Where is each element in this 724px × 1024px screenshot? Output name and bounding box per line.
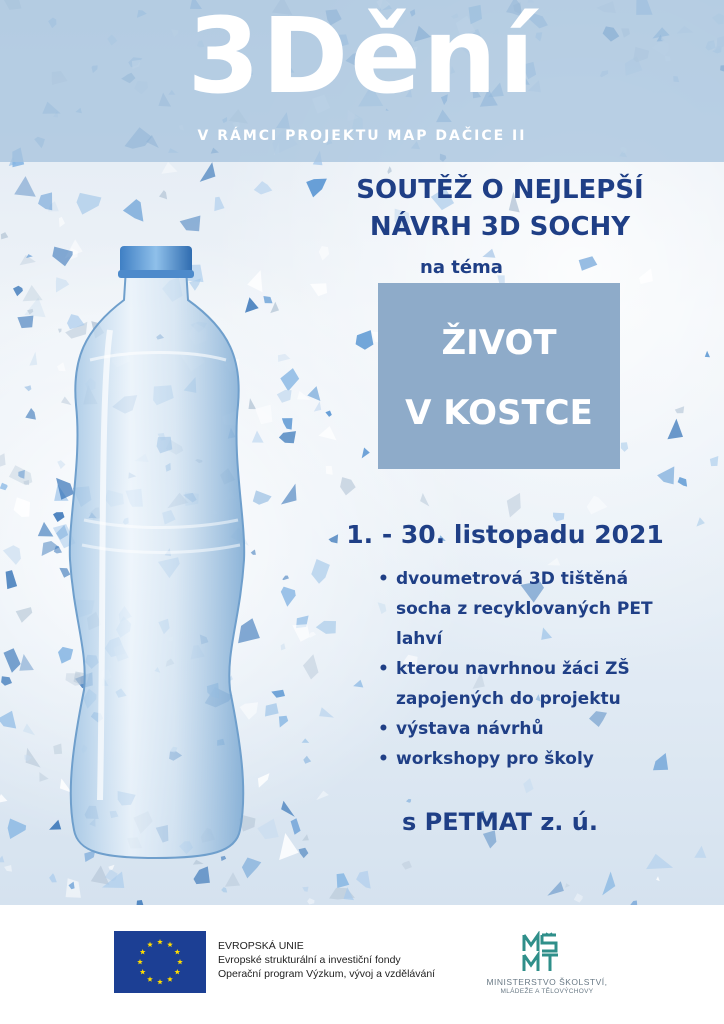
pet-flake (667, 419, 683, 440)
pet-flake (57, 362, 66, 371)
pet-flake (9, 465, 32, 485)
pet-flake (587, 496, 608, 515)
pet-flake (16, 607, 33, 623)
pet-flake (310, 632, 316, 638)
pet-flake (316, 621, 336, 634)
pet-flake (17, 316, 33, 329)
pet-flake (53, 512, 65, 522)
bullet-icon: • (378, 659, 389, 679)
pet-flake (281, 587, 296, 607)
msmt-label-line-1: MINISTERSTVO ŠKOLSTVÍ, (486, 977, 608, 987)
pet-flake (1, 232, 8, 239)
pet-flake (271, 690, 285, 698)
pet-flake (292, 624, 310, 642)
pet-flake (24, 385, 31, 391)
pet-flake (675, 406, 684, 413)
pet-flake (253, 490, 272, 504)
theme-title-line-2: V KOSTCE (405, 393, 593, 433)
pet-flake (282, 576, 289, 581)
pet-flake (270, 302, 279, 313)
pet-flake (265, 703, 279, 716)
list-item: • kterou navrhnou žáci ZŠ zapojených do projektu (378, 654, 708, 714)
pet-flake (251, 550, 256, 555)
theme-box (378, 283, 620, 469)
pet-flake (225, 872, 240, 887)
pet-flake (221, 856, 226, 861)
pet-flake (49, 820, 61, 830)
feature-list (378, 564, 708, 774)
pet-flake (240, 702, 259, 720)
pet-flake (678, 477, 688, 487)
pet-flake (38, 192, 52, 210)
pet-flake (277, 390, 292, 403)
msmt-text (482, 977, 612, 997)
pet-flake (0, 856, 4, 863)
pet-flake (6, 570, 18, 589)
pet-flake (340, 477, 356, 495)
pet-flake (406, 799, 411, 803)
pet-flake (326, 466, 333, 475)
pet-flake (8, 819, 27, 840)
pet-flake (39, 772, 48, 782)
pet-flake (3, 545, 21, 565)
pet-flake (58, 647, 73, 664)
pet-flake (279, 716, 288, 728)
contest-headline-line-2: NÁVRH 3D SOCHY (369, 212, 631, 242)
op-label: Operační program Výzkum, vývoj a vzdělávání (218, 968, 436, 980)
pet-flake (19, 654, 34, 671)
pet-flake (279, 833, 299, 860)
pet-flake (646, 854, 673, 869)
pet-flake (0, 453, 6, 467)
pet-flake (180, 216, 201, 232)
pet-flake (657, 466, 674, 484)
pet-flake (4, 648, 21, 673)
eu-funding-text (218, 939, 518, 981)
pet-flake (316, 791, 329, 801)
pet-flake (656, 876, 660, 881)
pet-flake (318, 426, 336, 440)
pet-flake (57, 460, 65, 469)
pet-flake (303, 654, 319, 679)
pet-flake (291, 818, 301, 835)
poster-subtitle: V RÁMCI PROJEKTU MAP DAČICE II (197, 128, 527, 144)
pet-flake (56, 277, 69, 292)
pet-flake (247, 270, 262, 292)
pet-flake (108, 865, 114, 871)
theme-title-line-1: ŽIVOT (441, 323, 557, 363)
pet-flake (38, 522, 54, 537)
pet-flake (25, 408, 36, 420)
msmt-logo-icon (520, 931, 564, 975)
pet-flake (353, 680, 363, 688)
bottle-image (70, 246, 244, 858)
pet-flake (123, 199, 143, 222)
pet-flake (280, 368, 299, 391)
pet-flake (319, 707, 334, 717)
pet-flake (310, 283, 327, 296)
pet-flake (254, 181, 272, 194)
pet-flake (302, 834, 309, 841)
pet-flake (161, 162, 177, 174)
pet-flake (29, 352, 37, 366)
pet-flake (356, 871, 371, 889)
list-item: • dvoumetrová 3D tištěná socha z recyklovaných PET lahví (378, 564, 708, 654)
list-item: • výstava návrhů (378, 714, 708, 744)
pet-flake (329, 534, 339, 543)
list-item: • workshopy pro školy (378, 744, 708, 774)
pet-flake (302, 887, 308, 892)
bullet-icon: • (378, 749, 389, 769)
pet-flake (696, 517, 705, 526)
pet-flake (710, 456, 718, 466)
pet-flake (214, 197, 224, 211)
pet-flake (245, 297, 259, 312)
pet-flake (507, 493, 521, 518)
organizer-text: s PETMAT z. ú. (402, 808, 598, 836)
pet-flake (547, 881, 564, 895)
pet-flake (61, 397, 71, 406)
pet-flake (387, 166, 391, 174)
pet-flake (49, 873, 57, 882)
pet-flake (23, 285, 43, 301)
pet-flake (59, 568, 70, 578)
pet-flake (194, 866, 210, 884)
pet-flake (694, 846, 706, 858)
pet-flake (252, 431, 264, 443)
pet-flake (53, 744, 62, 755)
pet-flake (281, 484, 297, 505)
pet-flake (311, 559, 330, 584)
bullet-icon: • (378, 719, 389, 739)
pet-flake (23, 724, 35, 736)
pet-flake (58, 329, 62, 333)
pet-flake (279, 431, 296, 443)
pet-flake (249, 398, 257, 409)
pet-flake (200, 162, 216, 182)
pet-flake (14, 176, 36, 197)
contest-dates: 1. - 30. listopadu 2021 (346, 520, 664, 549)
pet-flake (302, 738, 310, 743)
pet-flake (307, 898, 314, 904)
poster-title: 3Dění (187, 0, 537, 117)
pet-flake (0, 794, 7, 803)
pet-flake (621, 442, 628, 452)
msmt-label-line-2: MLÁDEŽE A TĚLOVÝCHOVY (500, 988, 594, 995)
pet-flake (565, 883, 570, 887)
pet-flake (13, 286, 23, 296)
pet-flake (59, 217, 65, 228)
pet-flake (281, 801, 295, 817)
esif-label: Evropské strukturální a investiční fondy (218, 954, 401, 966)
pet-flake (314, 401, 321, 411)
footer (0, 905, 724, 1024)
contest-headline-line-1: SOUTĚŽ O NEJLEPŠÍ (356, 175, 644, 205)
pet-flake (362, 448, 370, 459)
pet-flake (337, 873, 350, 888)
pet-flake (77, 193, 102, 215)
pet-flake (602, 872, 615, 896)
pet-flake (14, 497, 31, 517)
pet-flake (263, 296, 272, 303)
pet-flake (193, 860, 204, 865)
pet-flake (1, 676, 12, 685)
pet-flake (420, 493, 429, 507)
pet-flake (66, 673, 81, 685)
eu-flag-icon (114, 931, 206, 993)
pet-flake (307, 386, 320, 401)
pet-flake (238, 618, 260, 643)
pet-flake (282, 418, 293, 430)
pet-flake (281, 643, 286, 650)
pet-flake (4, 865, 12, 872)
pet-flake (221, 887, 227, 892)
pet-flake (0, 483, 7, 491)
pet-flake (705, 351, 710, 357)
pet-flake (402, 861, 412, 870)
pet-flake (319, 246, 329, 261)
eu-label: EVROPSKÁ UNIE (218, 940, 304, 952)
pet-flake (325, 411, 331, 417)
pet-flake (299, 848, 309, 858)
pet-flake (242, 858, 261, 879)
pet-flake (356, 330, 374, 350)
pet-flake (523, 778, 533, 793)
pet-flake (639, 268, 653, 284)
pet-flake (257, 819, 278, 840)
pet-flake (574, 893, 583, 902)
pet-flake (0, 711, 16, 729)
pet-flake (303, 756, 311, 764)
pet-flake (255, 405, 272, 425)
pet-flake (159, 190, 167, 199)
pet-flake (258, 773, 270, 788)
pet-flake (278, 354, 290, 362)
bullet-icon: • (378, 569, 389, 589)
theme-intro: na téma (420, 257, 503, 278)
